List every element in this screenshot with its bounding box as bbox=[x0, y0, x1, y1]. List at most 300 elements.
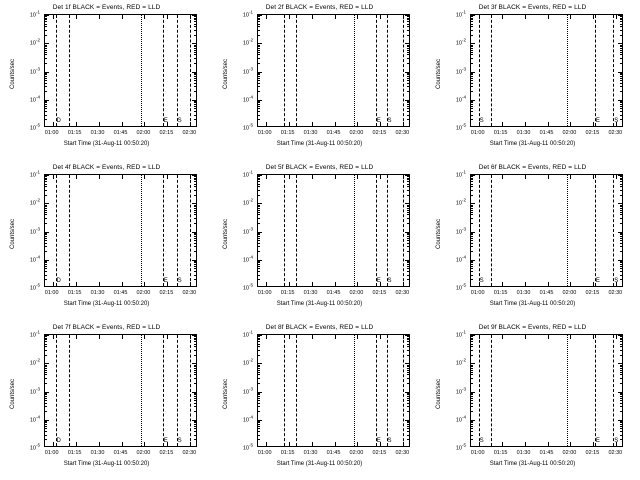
y-minor-tick bbox=[194, 184, 196, 185]
y-minor-tick bbox=[258, 266, 260, 267]
y-minor-tick bbox=[258, 365, 260, 366]
x-axis-title: Start Time (31-Aug-11 00:50:20) bbox=[276, 301, 363, 307]
y-minor-tick bbox=[620, 236, 622, 237]
y-minor-tick bbox=[194, 176, 196, 177]
x-tick-label: 01:30 bbox=[90, 130, 105, 136]
y-minor-tick bbox=[407, 83, 409, 84]
y-minor-tick bbox=[471, 16, 473, 17]
y-minor-tick bbox=[45, 106, 47, 107]
y-minor-tick bbox=[407, 262, 409, 263]
marker-label: E bbox=[163, 118, 168, 124]
y-minor-tick bbox=[258, 366, 260, 367]
y-minor-tick bbox=[407, 223, 409, 224]
y-minor-tick bbox=[258, 108, 260, 109]
x-tick-label: 02:15 bbox=[372, 450, 387, 456]
marker-line bbox=[479, 335, 480, 446]
x-tick bbox=[76, 335, 77, 339]
y-minor-tick bbox=[194, 106, 196, 107]
y-minor-tick bbox=[471, 101, 473, 102]
y-minor-tick bbox=[407, 398, 409, 399]
x-tick bbox=[616, 15, 617, 19]
y-minor-tick bbox=[45, 271, 47, 272]
y-minor-tick bbox=[620, 406, 622, 407]
y-minor-tick bbox=[620, 178, 622, 179]
y-minor-tick bbox=[620, 372, 622, 373]
y-minor-tick bbox=[258, 104, 260, 105]
y-tick-label: $10^{-3}$ bbox=[29, 226, 40, 235]
x-tick bbox=[335, 15, 336, 19]
y-minor-tick bbox=[194, 76, 196, 77]
chart-panel-det9 bbox=[426, 320, 639, 480]
y-minor-tick bbox=[620, 78, 622, 79]
y-tick-label: $10^{-5}$ bbox=[455, 442, 466, 452]
marker-label: S bbox=[614, 278, 619, 284]
y-minor-tick bbox=[258, 54, 260, 55]
y-minor-tick bbox=[407, 111, 409, 112]
y-minor-tick bbox=[258, 383, 260, 384]
y-minor-tick bbox=[471, 396, 473, 397]
y-minor-tick bbox=[258, 403, 260, 404]
marker-line bbox=[69, 335, 70, 446]
y-minor-tick bbox=[258, 400, 260, 401]
x-tick bbox=[525, 175, 526, 179]
y-minor-tick bbox=[620, 212, 622, 213]
marker-line bbox=[69, 175, 70, 286]
y-minor-tick bbox=[45, 78, 47, 79]
y-minor-tick bbox=[45, 279, 47, 280]
y-minor-tick bbox=[194, 46, 196, 47]
x-tick-label: 01:45 bbox=[113, 130, 128, 136]
y-minor-tick bbox=[258, 178, 260, 179]
y-minor-tick bbox=[194, 370, 196, 371]
x-tick-label: 01:15 bbox=[493, 450, 508, 456]
marker-line bbox=[567, 175, 568, 286]
y-minor-tick bbox=[258, 268, 260, 269]
y-tick-label: $10^{-5}$ bbox=[29, 122, 40, 132]
y-minor-tick bbox=[258, 205, 260, 206]
x-tick bbox=[525, 282, 526, 286]
y-minor-tick bbox=[407, 74, 409, 75]
x-axis-title: Start Time (31-Aug-11 00:50:20) bbox=[489, 461, 576, 467]
y-tick-label: $10^{-4}$ bbox=[242, 94, 253, 104]
y-minor-tick bbox=[620, 76, 622, 77]
y-minor-tick bbox=[620, 428, 622, 429]
y-minor-tick bbox=[471, 350, 473, 351]
y-minor-tick bbox=[258, 370, 260, 371]
y-minor-tick bbox=[194, 403, 196, 404]
y-minor-tick bbox=[407, 238, 409, 239]
y-minor-tick bbox=[194, 439, 196, 440]
x-tick-label: 02:15 bbox=[159, 450, 174, 456]
y-minor-tick bbox=[407, 54, 409, 55]
y-minor-tick bbox=[620, 214, 622, 215]
x-tick bbox=[312, 122, 313, 126]
y-minor-tick bbox=[45, 394, 47, 395]
y-minor-tick bbox=[45, 372, 47, 373]
y-minor-tick bbox=[194, 398, 196, 399]
y-minor-tick bbox=[620, 24, 622, 25]
x-tick bbox=[289, 282, 290, 286]
y-minor-tick bbox=[407, 240, 409, 241]
marker-line bbox=[190, 15, 191, 126]
y-minor-tick bbox=[620, 403, 622, 404]
x-tick-label: 01:00 bbox=[470, 290, 485, 296]
chart-panel-det4 bbox=[0, 160, 213, 320]
x-tick bbox=[289, 15, 290, 19]
y-minor-tick bbox=[620, 266, 622, 267]
marker-line bbox=[387, 175, 388, 286]
y-minor-tick bbox=[471, 406, 473, 407]
y-minor-tick bbox=[258, 240, 260, 241]
x-tick-label: 01:00 bbox=[470, 450, 485, 456]
y-minor-tick bbox=[407, 435, 409, 436]
y-minor-tick bbox=[45, 422, 47, 423]
y-minor-tick bbox=[194, 426, 196, 427]
y-minor-tick bbox=[407, 26, 409, 27]
x-tick-label: 01:45 bbox=[113, 450, 128, 456]
y-minor-tick bbox=[258, 58, 260, 59]
y-minor-tick bbox=[620, 240, 622, 241]
y-minor-tick bbox=[407, 243, 409, 244]
y-minor-tick bbox=[194, 63, 196, 64]
y-axis-title: Counts/sec bbox=[10, 58, 16, 89]
y-minor-tick bbox=[194, 396, 196, 397]
x-tick bbox=[335, 122, 336, 126]
y-minor-tick bbox=[471, 262, 473, 263]
y-minor-tick bbox=[407, 400, 409, 401]
y-tick-label: $10^{-4}$ bbox=[29, 94, 40, 104]
y-minor-tick bbox=[620, 251, 622, 252]
y-minor-tick bbox=[407, 45, 409, 46]
y-minor-tick bbox=[45, 206, 47, 207]
marker-line bbox=[56, 15, 57, 126]
y-minor-tick bbox=[407, 58, 409, 59]
y-minor-tick bbox=[407, 35, 409, 36]
x-tick-label: 01:00 bbox=[257, 130, 272, 136]
x-tick-label: 01:15 bbox=[280, 450, 295, 456]
y-minor-tick bbox=[194, 30, 196, 31]
y-minor-tick bbox=[620, 439, 622, 440]
y-minor-tick bbox=[258, 396, 260, 397]
y-minor-tick bbox=[620, 91, 622, 92]
y-minor-tick bbox=[407, 119, 409, 120]
y-tick-label: $10^{-5}$ bbox=[455, 282, 466, 292]
x-tick bbox=[266, 175, 267, 179]
y-minor-tick bbox=[258, 176, 260, 177]
y-minor-tick bbox=[620, 48, 622, 49]
y-minor-tick bbox=[471, 233, 473, 234]
y-minor-tick bbox=[258, 83, 260, 84]
y-minor-tick bbox=[407, 206, 409, 207]
y-minor-tick bbox=[194, 108, 196, 109]
y-minor-tick bbox=[471, 421, 473, 422]
x-tick bbox=[525, 442, 526, 446]
y-minor-tick bbox=[258, 339, 260, 340]
y-minor-tick bbox=[45, 45, 47, 46]
y-minor-tick bbox=[258, 179, 260, 180]
y-minor-tick bbox=[620, 190, 622, 191]
y-minor-tick bbox=[471, 30, 473, 31]
x-tick bbox=[335, 442, 336, 446]
y-minor-tick bbox=[471, 104, 473, 105]
y-minor-tick bbox=[194, 54, 196, 55]
x-tick bbox=[312, 335, 313, 339]
y-minor-tick bbox=[471, 91, 473, 92]
x-tick-label: 01:15 bbox=[493, 290, 508, 296]
x-tick bbox=[99, 15, 100, 19]
y-minor-tick bbox=[620, 184, 622, 185]
y-minor-tick bbox=[620, 35, 622, 36]
y-minor-tick bbox=[407, 336, 409, 337]
y-minor-tick bbox=[407, 178, 409, 179]
y-minor-tick bbox=[620, 195, 622, 196]
y-minor-tick bbox=[258, 26, 260, 27]
marker-line bbox=[595, 15, 596, 126]
x-tick-label: 01:00 bbox=[257, 290, 272, 296]
x-tick-label: 02:15 bbox=[585, 450, 600, 456]
y-minor-tick bbox=[620, 86, 622, 87]
y-minor-tick bbox=[620, 111, 622, 112]
y-minor-tick bbox=[620, 398, 622, 399]
y-minor-tick bbox=[407, 264, 409, 265]
marker-line bbox=[567, 335, 568, 446]
y-tick-label: $10^{-5}$ bbox=[455, 122, 466, 132]
y-minor-tick bbox=[620, 16, 622, 17]
y-minor-tick bbox=[471, 176, 473, 177]
y-minor-tick bbox=[407, 266, 409, 267]
marker-label: S bbox=[177, 118, 182, 124]
y-minor-tick bbox=[258, 24, 260, 25]
y-axis-title: Counts/sec bbox=[223, 218, 229, 249]
y-minor-tick bbox=[471, 411, 473, 412]
y-minor-tick bbox=[194, 240, 196, 241]
y-minor-tick bbox=[471, 279, 473, 280]
plot-area bbox=[257, 174, 410, 287]
x-tick bbox=[76, 15, 77, 19]
y-minor-tick bbox=[45, 91, 47, 92]
marker-label: E bbox=[376, 438, 381, 444]
plot-area bbox=[257, 334, 410, 447]
x-tick-label: 02:15 bbox=[585, 290, 600, 296]
y-minor-tick bbox=[471, 52, 473, 53]
y-minor-tick bbox=[45, 223, 47, 224]
y-minor-tick bbox=[471, 208, 473, 209]
panel-title: Det 5f BLACK = Events, RED = LLD bbox=[265, 164, 374, 171]
y-minor-tick bbox=[258, 336, 260, 337]
y-minor-tick bbox=[194, 212, 196, 213]
y-minor-tick bbox=[194, 238, 196, 239]
marker-line bbox=[56, 335, 57, 446]
y-minor-tick bbox=[258, 355, 260, 356]
y-minor-tick bbox=[194, 178, 196, 179]
y-minor-tick bbox=[194, 366, 196, 367]
y-minor-tick bbox=[194, 35, 196, 36]
marker-line bbox=[567, 15, 568, 126]
y-minor-tick bbox=[620, 346, 622, 347]
x-tick bbox=[570, 442, 571, 446]
y-minor-tick bbox=[45, 86, 47, 87]
y-minor-tick bbox=[407, 346, 409, 347]
y-minor-tick bbox=[471, 275, 473, 276]
y-minor-tick bbox=[407, 179, 409, 180]
marker-line bbox=[163, 335, 164, 446]
y-minor-tick bbox=[258, 115, 260, 116]
x-tick bbox=[357, 335, 358, 339]
x-tick bbox=[380, 175, 381, 179]
y-minor-tick bbox=[45, 179, 47, 180]
y-minor-tick bbox=[258, 246, 260, 247]
y-minor-tick bbox=[194, 80, 196, 81]
y-minor-tick bbox=[194, 271, 196, 272]
x-tick bbox=[502, 175, 503, 179]
y-minor-tick bbox=[407, 275, 409, 276]
x-tick bbox=[289, 175, 290, 179]
y-minor-tick bbox=[45, 80, 47, 81]
y-minor-tick bbox=[258, 262, 260, 263]
y-minor-tick bbox=[258, 106, 260, 107]
y-tick-label: $10^{-4}$ bbox=[29, 414, 40, 424]
y-minor-tick bbox=[45, 115, 47, 116]
y-minor-tick bbox=[258, 344, 260, 345]
x-tick bbox=[76, 175, 77, 179]
x-tick bbox=[53, 175, 54, 179]
y-minor-tick bbox=[258, 50, 260, 51]
marker-label: S bbox=[479, 278, 484, 284]
x-axis-title: Start Time (31-Aug-11 00:50:20) bbox=[276, 141, 363, 147]
marker-line bbox=[284, 335, 285, 446]
x-axis-title: Start Time (31-Aug-11 00:50:20) bbox=[63, 141, 150, 147]
y-minor-tick bbox=[407, 24, 409, 25]
y-minor-tick bbox=[258, 406, 260, 407]
y-minor-tick bbox=[45, 439, 47, 440]
y-minor-tick bbox=[258, 394, 260, 395]
y-minor-tick bbox=[471, 218, 473, 219]
y-minor-tick bbox=[194, 400, 196, 401]
y-minor-tick bbox=[45, 366, 47, 367]
y-tick-label: $10^{-1}$ bbox=[29, 169, 40, 179]
y-minor-tick bbox=[194, 428, 196, 429]
x-tick bbox=[53, 282, 54, 286]
y-axis-title: Counts/sec bbox=[436, 58, 442, 89]
y-minor-tick bbox=[407, 73, 409, 74]
y-minor-tick bbox=[45, 426, 47, 427]
marker-label: E bbox=[163, 438, 168, 444]
y-minor-tick bbox=[471, 344, 473, 345]
y-minor-tick bbox=[258, 63, 260, 64]
y-minor-tick bbox=[407, 208, 409, 209]
y-minor-tick bbox=[194, 74, 196, 75]
y-minor-tick bbox=[45, 406, 47, 407]
y-minor-tick bbox=[45, 210, 47, 211]
y-minor-tick bbox=[45, 268, 47, 269]
y-minor-tick bbox=[45, 30, 47, 31]
x-tick bbox=[99, 175, 100, 179]
y-minor-tick bbox=[620, 421, 622, 422]
y-minor-tick bbox=[194, 374, 196, 375]
y-minor-tick bbox=[620, 210, 622, 211]
y-minor-tick bbox=[194, 214, 196, 215]
y-minor-tick bbox=[620, 435, 622, 436]
y-minor-tick bbox=[471, 186, 473, 187]
y-minor-tick bbox=[45, 431, 47, 432]
y-minor-tick bbox=[620, 54, 622, 55]
y-minor-tick bbox=[194, 186, 196, 187]
y-minor-tick bbox=[471, 251, 473, 252]
x-axis-title: Start Time (31-Aug-11 00:50:20) bbox=[276, 461, 363, 467]
y-minor-tick bbox=[258, 80, 260, 81]
x-tick bbox=[144, 335, 145, 339]
y-minor-tick bbox=[258, 206, 260, 207]
y-minor-tick bbox=[45, 73, 47, 74]
y-minor-tick bbox=[471, 76, 473, 77]
x-tick bbox=[122, 442, 123, 446]
y-tick-label: $10^{-5}$ bbox=[242, 442, 253, 452]
y-minor-tick bbox=[45, 435, 47, 436]
y-minor-tick bbox=[407, 246, 409, 247]
y-minor-tick bbox=[620, 338, 622, 339]
chart-panel-det6 bbox=[426, 160, 639, 320]
y-minor-tick bbox=[620, 238, 622, 239]
marker-line bbox=[595, 175, 596, 286]
marker-label: S bbox=[387, 438, 392, 444]
marker-label: S bbox=[614, 438, 619, 444]
y-minor-tick bbox=[471, 212, 473, 213]
y-minor-tick bbox=[471, 243, 473, 244]
y-minor-tick bbox=[471, 178, 473, 179]
x-tick-label: 02:00 bbox=[562, 450, 577, 456]
marker-label: S bbox=[614, 118, 619, 124]
x-tick bbox=[502, 15, 503, 19]
y-minor-tick bbox=[258, 210, 260, 211]
x-tick-label: 01:30 bbox=[303, 290, 318, 296]
y-minor-tick bbox=[407, 50, 409, 51]
plot-area bbox=[44, 334, 197, 447]
y-tick-label: $10^{-3}$ bbox=[242, 226, 253, 235]
y-minor-tick bbox=[407, 16, 409, 17]
y-minor-tick bbox=[45, 251, 47, 252]
y-minor-tick bbox=[194, 205, 196, 206]
y-minor-tick bbox=[45, 52, 47, 53]
x-tick-label: 01:45 bbox=[326, 290, 341, 296]
y-minor-tick bbox=[620, 431, 622, 432]
y-tick-label: $10^{-3}$ bbox=[455, 386, 466, 395]
y-minor-tick bbox=[45, 35, 47, 36]
y-minor-tick bbox=[194, 195, 196, 196]
y-minor-tick bbox=[407, 279, 409, 280]
y-minor-tick bbox=[620, 374, 622, 375]
marker-label: S bbox=[387, 118, 392, 124]
y-minor-tick bbox=[407, 411, 409, 412]
x-tick bbox=[76, 442, 77, 446]
y-minor-tick bbox=[407, 268, 409, 269]
y-minor-tick bbox=[194, 52, 196, 53]
y-minor-tick bbox=[45, 21, 47, 22]
y-minor-tick bbox=[620, 422, 622, 423]
y-minor-tick bbox=[194, 251, 196, 252]
y-minor-tick bbox=[45, 119, 47, 120]
y-minor-tick bbox=[620, 370, 622, 371]
y-minor-tick bbox=[194, 91, 196, 92]
y-minor-tick bbox=[194, 431, 196, 432]
y-minor-tick bbox=[258, 411, 260, 412]
y-minor-tick bbox=[194, 50, 196, 51]
y-minor-tick bbox=[45, 181, 47, 182]
y-minor-tick bbox=[407, 261, 409, 262]
y-minor-tick bbox=[258, 378, 260, 379]
y-minor-tick bbox=[45, 370, 47, 371]
x-tick bbox=[312, 15, 313, 19]
y-minor-tick bbox=[258, 236, 260, 237]
